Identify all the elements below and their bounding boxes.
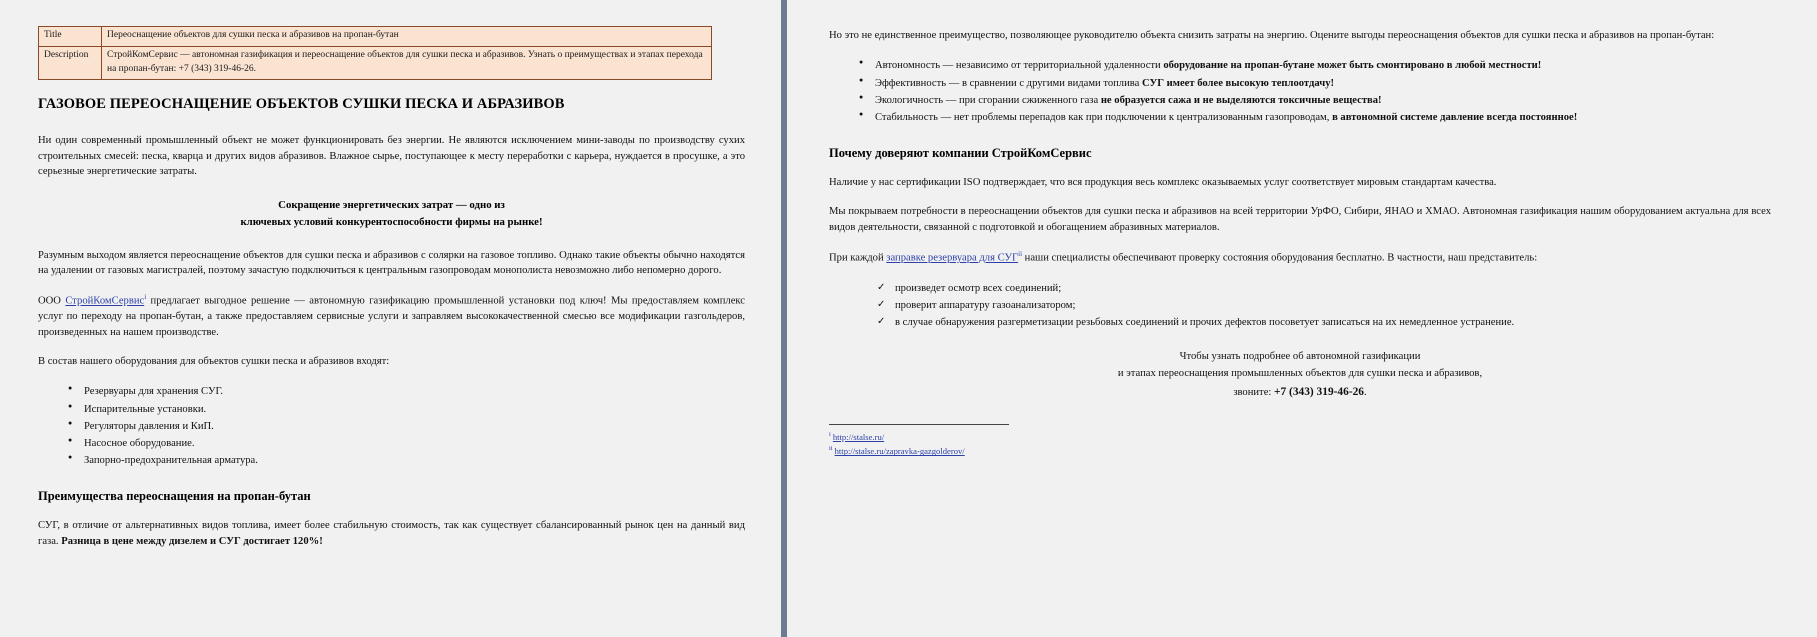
list-item: ● Запорно-предохранительная арматура. xyxy=(84,452,745,469)
footnote-url[interactable]: http://stalse.ru/ xyxy=(832,432,885,443)
footnote-item xyxy=(829,430,1771,444)
advantage-normal-text: Автономность — независимо от территориальной удаленности xyxy=(875,60,1164,72)
closing-suffix: . xyxy=(1364,387,1367,399)
meta-value-description: СтройКомСервис — автономная газификация и переоснащение объектов для сушки песка и абразивов. Узнать о преимуществах и этапах перехода на пропан-бутан: +7 (343) 319-46-26. xyxy=(102,46,712,80)
callout-line-2: ключевых условий конкурентоспособности фирмы на рынке! xyxy=(240,215,543,228)
footnote-separator xyxy=(829,424,1009,425)
table-row xyxy=(39,27,712,47)
paragraph-normal-text: СУГ, в отличие от альтернативных видов топлива, имеет более стабильную стоимость, так как существует сбалансированный рынок цен на данный вид газа. xyxy=(38,520,745,547)
list-item xyxy=(875,57,1771,74)
list-item: ● Насосное оборудование. xyxy=(84,435,745,452)
footnote-mark: ii xyxy=(829,445,833,453)
advantage-bold-text: оборудование на пропан-бутане может быть смонтировано в любой местности! xyxy=(1163,60,1542,72)
paragraph-bold-text: Разница в цене между дизелем и СУГ достигает 120%! xyxy=(61,535,323,547)
paragraph-prefix: При каждой xyxy=(829,252,887,264)
paragraph-rest: наши специалисты обеспечивают проверку состояния оборудования бесплатно. В частности, наш представитель: xyxy=(1022,252,1538,264)
paragraph-refill-service xyxy=(829,249,1771,266)
advantage-normal-text: Эффективность — в сравнении с другими видами топлива xyxy=(875,77,1142,89)
meta-value-title: Переоснащение объектов для сушки песка и абразивов на пропан-бутан xyxy=(102,27,712,47)
paragraph-price-comparison xyxy=(38,518,745,549)
document-page-left xyxy=(0,0,781,637)
paragraph-intro: Ни один современный промышленный объект не может функционировать без энергии. Не являются исключением мини-заводы по производству сухих строительных смесей: песка, кварца и других видов абразивов. Влажное сырье, поступающее к месту переработки с карьера, нуждается в просушке, а это серьезные энергетические затраты. xyxy=(38,135,745,178)
list-item: ✓ проверит аппаратуру газоанализатором; xyxy=(895,297,1771,314)
footnote-ref-i[interactable]: i xyxy=(144,293,147,302)
paragraph-rest: предлагает выгодное решение — автономную газификацию промышленной установки под ключ! Мы предоставляем комплекс услуг по переходу на пропан-бутан, а также предоставляем сервисные услуги и заправляем высококачественной смесью все модификации газгольдеров, произведенных на нашем производстве. xyxy=(38,296,745,338)
footnote-ref-ii[interactable]: ii xyxy=(1018,250,1023,259)
advantages-list xyxy=(829,57,1771,126)
footnote-item xyxy=(829,444,1771,458)
page-title: ГАЗОВОЕ ПЕРЕОСНАЩЕНИЕ ОБЪЕКТОВ СУШКИ ПЕСКА И АБРАЗИВОВ xyxy=(38,96,565,113)
closing-line-1: Чтобы узнать подробнее об автономной газификации xyxy=(1179,351,1421,363)
table-row xyxy=(39,46,712,80)
section-heading-trust: Почему доверяют компании СтройКомСервис xyxy=(829,145,1092,160)
list-item: ● Испарительные установки. xyxy=(84,401,745,418)
closing-line-2: и этапах переоснащения промышленных объектов для сушки песка и абразивов, xyxy=(1117,368,1483,380)
list-item: ✓ в случае обнаружения разгерметизации резьбовых соединений и прочих дефектов посоветует записаться на их немедленное устранение. xyxy=(895,314,1771,331)
footnotes-area xyxy=(829,430,1771,458)
advantage-bold-text: не образуется сажа и не выделяются токсичные вещества! xyxy=(1100,94,1382,106)
advantage-normal-text: Экологичность — при сгорании сжиженного газа xyxy=(875,94,1101,106)
paragraph-equipment-lead: В состав нашего оборудования для объектов сушки песка и абразивов входят: xyxy=(38,356,390,368)
equipment-list xyxy=(38,383,745,469)
list-item xyxy=(875,75,1771,92)
advantage-bold-text: в автономной системе давление всегда постоянное! xyxy=(1332,111,1578,123)
callout-line-1: Сокращение энергетических затрат — одно из xyxy=(278,199,505,212)
closing-call-to-action xyxy=(829,349,1771,402)
closing-line-3 xyxy=(829,383,1771,402)
advantage-bold-text: СУГ имеет более высокую теплоотдачу! xyxy=(1141,77,1335,89)
meta-label-title: Title xyxy=(39,27,102,47)
list-item xyxy=(875,109,1771,126)
list-item xyxy=(875,92,1771,109)
paragraph-iso: Наличие у нас сертификации ISO подтверждает, что вся продукция весь комплекс оказываемых услуг соответствует мировым стандартам качества. xyxy=(829,176,1497,188)
footnote-mark: i xyxy=(829,431,831,439)
paragraph-company-offer xyxy=(38,292,745,340)
service-checklist xyxy=(829,280,1771,331)
section-heading-advantages: Преимущества переоснащения на пропан-бутан xyxy=(38,489,311,504)
refill-link[interactable]: заправке резервуара для СУГ xyxy=(886,252,1019,264)
paragraph-coverage: Мы покрываем потребности в переоснащении объектов для сушки песка и абразивов на всей территории УрФО, Сибири, ЯНАО и ХМАО. Автономная газификация нашим оборудованием актуальна для всех видов деятельности, связанной с подготовкой и обогащением абразивных материалов. xyxy=(829,206,1771,233)
footnote-url[interactable]: http://stalse.ru/zapravka-gazgolderov/ xyxy=(834,446,965,457)
closing-prefix: звоните: xyxy=(1233,387,1274,399)
list-item: ✓ произведет осмотр всех соединений; xyxy=(895,280,1771,297)
paragraph-more-advantages: Но это не единственное преимущество, позволяющее руководителю объекта снизить затраты на энергию. Оцените выгоды переоснащения объектов для сушки песка и абразивов на пропан-бутан: xyxy=(829,30,1715,41)
paragraph-prefix: ООО xyxy=(38,296,66,307)
meta-label-description: Description xyxy=(39,46,102,80)
list-item: ● Резервуары для хранения СУГ. xyxy=(84,383,745,400)
metadata-table xyxy=(38,26,712,80)
callout-block xyxy=(38,197,745,229)
paragraph-solution: Разумным выходом является переоснащение объектов для сушки песка и абразивов с солярки на газовое топливо. Однако такие объекты обычно находятся на удалении от газовых магистралей, поэтому зачастую подключиться к центральным газопроводам монополиста невозможно либо непомерно дорого. xyxy=(38,249,745,277)
company-link[interactable]: СтройКомСервис xyxy=(65,296,145,307)
advantage-normal-text: Стабильность — нет проблемы перепадов как при подключении к централизованным газопроводам, xyxy=(875,111,1333,123)
contact-phone: +7 (343) 319-46-26 xyxy=(1274,386,1365,399)
document-page-right xyxy=(787,0,1817,637)
list-item: ● Регуляторы давления и КиП. xyxy=(84,418,745,435)
